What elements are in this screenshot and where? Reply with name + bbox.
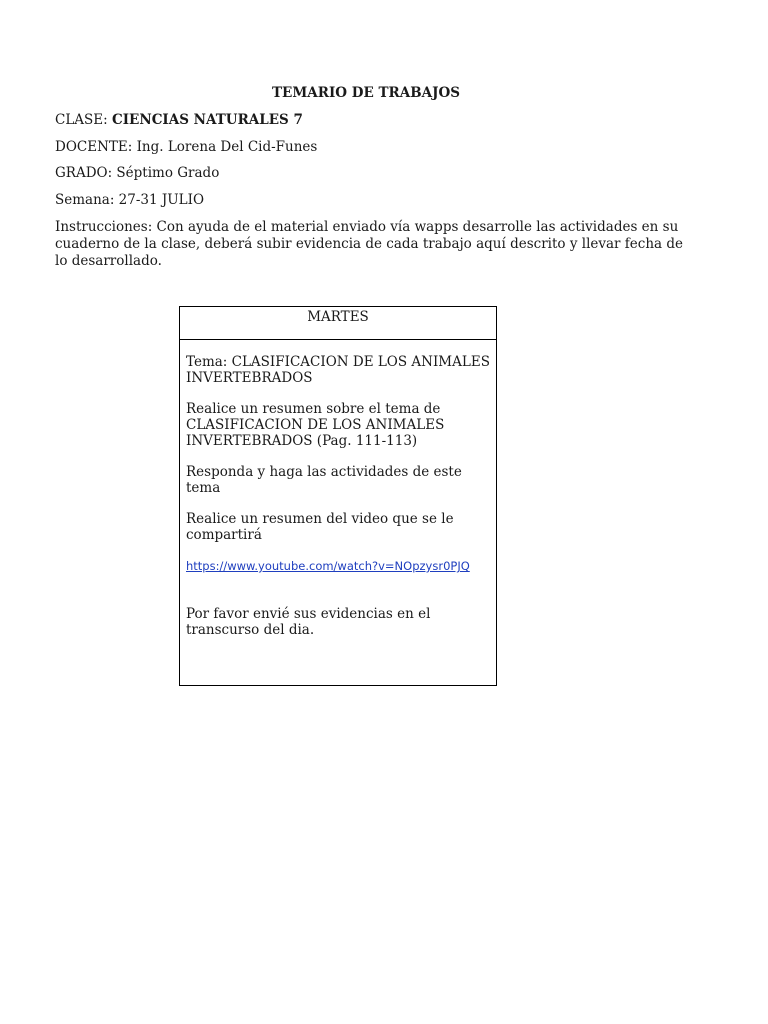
box-body bbox=[180, 340, 496, 638]
box-header-day: MARTES bbox=[180, 307, 496, 340]
tema-text: Tema: CLASIFICACION DE LOS ANIMALES INVERTEBRADOS bbox=[186, 354, 490, 386]
document-title: TEMARIO DE TRABAJOS bbox=[272, 85, 460, 101]
semana-line: Semana: 27-31 JULIO bbox=[55, 192, 205, 208]
clase-value: CIENCIAS NATURALES 7 bbox=[112, 112, 303, 128]
youtube-link[interactable]: https://www.youtube.com/watch?v=NOpzysr0PJQ bbox=[186, 559, 470, 573]
grado-line: GRADO: Séptimo Grado bbox=[55, 165, 220, 181]
resumen-video-text: Realice un resumen del video que se le compartirá bbox=[186, 511, 454, 543]
activity-box bbox=[179, 306, 497, 686]
clase-line bbox=[55, 112, 303, 128]
resumen-tema-text: Realice un resumen sobre el tema de CLASIFICACION DE LOS ANIMALES INVERTEBRADOS (Pag. 111-113) bbox=[186, 401, 445, 449]
evidencias-text: Por favor envié sus evidencias en el transcurso del dia. bbox=[186, 606, 431, 638]
docente-line: DOCENTE: Ing. Lorena Del Cid-Funes bbox=[55, 139, 318, 155]
instructions-paragraph: Instrucciones: Con ayuda de el material enviado vía wapps desarrolle las actividades en su cuaderno de la clase, deberá subir evidencia de cada trabajo aquí descrito y llevar fecha de lo desarrollado. bbox=[55, 219, 684, 269]
actividades-text: Responda y haga las actividades de este tema bbox=[186, 464, 462, 496]
clase-label: CLASE: bbox=[55, 112, 112, 128]
